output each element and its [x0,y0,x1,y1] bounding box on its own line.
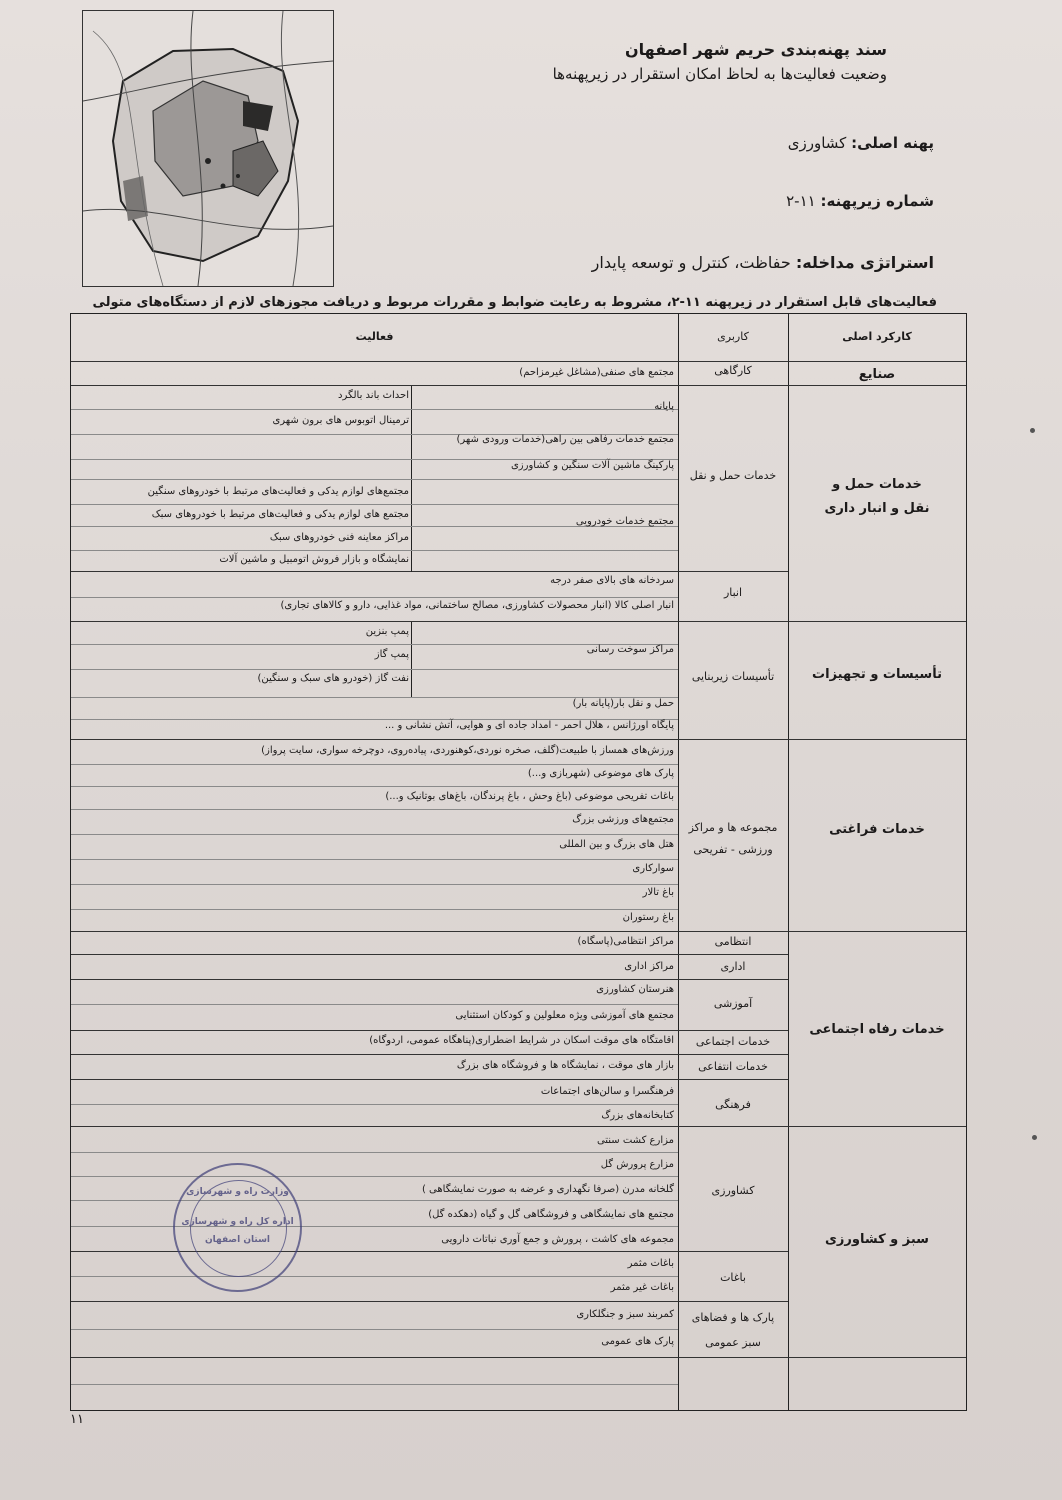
activity-item: مجتمع های نمایشگاهی و فروشگاهی گل و گیاه (دهکده گل) [428,1209,674,1220]
function-transport-line2: نقل و انبار داری [824,501,930,516]
activity-item: مراکز اداری [624,961,674,972]
location-map [82,10,334,287]
official-stamp [173,1163,302,1292]
activity-item: مجتمع خدمات رفاهی بین راهی(خدمات ورودی شهر) [456,434,674,445]
function-green-agriculture: سبز و کشاورزی [825,1232,929,1247]
sub-zone-line [786,192,934,210]
function-leisure: خدمات فراغتی [829,822,925,837]
activity-item: مراکز سوخت رسانی [586,644,674,655]
row-divider [71,979,788,980]
activity-item: کتابخانه‌های بزرگ [601,1110,674,1121]
activities-table [70,313,967,1411]
activity-item: مجموعه های کاشت ، پرورش و جمع آوری نباتات دارویی [441,1234,674,1245]
sub-activity-item: نفت گاز (خودرو های سبک و سنگین) [257,673,409,684]
punch-hole-mark [1032,1135,1037,1140]
use-commercial-services: خدمات انتفاعی [698,1060,768,1073]
sub-activity-item: مجتمع های لوازم یدکی و فعالیت‌های مرتبط با خودروهای سبک [151,509,409,520]
activity-item: مراکز انتظامی(پاسگاه) [577,936,674,947]
use-parks-line2: سبز عمومی [705,1336,761,1349]
sub-zone-value: ۱۱-۲ [786,192,816,210]
activity-item: پارکینگ ماشین آلات سنگین و کشاورزی [510,460,674,471]
strategy-line [592,253,934,272]
main-zone-line [788,134,934,152]
activity-item: پایانه [654,401,674,412]
row-divider [71,954,788,955]
sub-zone-label: شماره زیرپهنه: [820,192,934,210]
sub-activity-item: پمپ گاز [374,649,409,660]
activity-item: ورزش‌های همساز با طبیعت(گلف، صخره نوردی،کوهنوردی، پیاده‌روی، دوچرخه سواری، سایت پرواز) [261,745,674,756]
activity-item: سردخانه های بالای صفر درجه [550,575,674,586]
sub-activity-item: ترمینال اتوبوس های برون شهری [272,415,409,426]
row-divider [71,361,966,362]
activity-item: باغات مثمر [627,1258,674,1269]
page-subtitle: وضعیت فعالیت‌ها به لحاظ امکان استقرار در زیرپهنه‌ها [552,65,887,83]
header-function: کارکرد اصلی [842,330,912,343]
use-social-services: خدمات اجتماعی [695,1035,771,1048]
punch-hole-mark [1030,428,1035,433]
activity-item: مزارع پرورش گل [600,1159,674,1170]
activity-item: فرهنگسرا و سالن‌های اجتماعات [540,1086,674,1097]
activity-item: گلخانه مدرن (صرفا نگهداری و عرضه به صورت نمایشگاهی ) [421,1184,674,1195]
sub-activity-item: نمایشگاه و بازار فروش اتومبیل و ماشین آلات [219,554,409,565]
use-sport-line2: ورزشی - تفریحی [693,843,773,856]
use-warehouse: انبار [723,586,743,599]
activity-item: باغ رستوران [622,912,674,923]
row-divider [71,739,966,740]
activity-item: کمربند سبز و جنگلکاری [576,1309,674,1320]
row-divider [71,1301,788,1302]
activity-item: مجتمع های آموزشی ویژه معلولین و کودکان استثنایی [455,1010,674,1021]
stamp-line: وزارت راه و شهرسازی [186,1187,289,1197]
activity-item: پایگاه اورژانس ، هلال احمر - امداد جاده ای و هوایی، آتش نشانی و ... [384,720,674,731]
page-title: سند پهنه‌بندی حریم شهر اصفهان [624,40,887,59]
sub-activity-item: مجتمع‌های لوازم یدکی و فعالیت‌های مرتبط با خودروهای سنگین [147,486,409,497]
sub-activity-item: احداث باند بالگرد [338,390,409,401]
row-divider [71,1054,788,1055]
row-divider [71,571,788,572]
row-divider [71,1357,966,1358]
use-transport: خدمات حمل و نقل [689,469,777,482]
sub-column-divider [411,622,412,697]
use-agriculture: کشاورزی [711,1184,755,1197]
activity-item: بازار های موقت ، نمایشگاه ها و فروشگاه های بزرگ [456,1060,674,1071]
function-transport-line1: خدمات حمل و [832,477,922,492]
row-divider [71,621,966,622]
use-sport-line1: مجموعه ها و مراکز [688,821,778,834]
sub-activity-item: پمپ بنزین [365,626,409,637]
activity-item: اقامتگاه های موقت اسکان در شرایط اضطراری(پناهگاه عمومی، اردوگاه) [369,1035,674,1046]
use-infrastructure: تأسیسات زیربنایی [691,670,775,683]
use-cultural: فرهنگی [715,1098,751,1111]
activity-item: انبار اصلی کالا (انبار محصولات کشاورزی، مصالح ساختمانی، مواد غذایی، دارو و کالاهای تجاری) [280,600,674,611]
row-divider [71,1079,788,1080]
activity-item: سوارکاری [632,863,674,874]
function-infrastructure: تأسیسات و تجهیزات [812,667,942,682]
use-police: انتظامی [714,935,752,948]
row-divider [71,931,966,932]
header-use: کاربری [717,330,749,343]
use-administrative: اداری [720,960,746,973]
intro-text: فعالیت‌های قابل استقرار در زیرپهنه ۱۱-۲، مشروط به رعایت ضوابط و مقررات مربوط و دریافت مجوزهای لازم از دستگاه‌های متولی [92,295,937,310]
use-parks-line1: پارک ها و فضاهای [691,1311,775,1324]
use-workshop: کارگاهی [714,364,752,377]
function-social-welfare: خدمات رفاه اجتماعی [809,1022,945,1037]
stamp-line: استان اصفهان [204,1235,271,1245]
use-orchards: باغات [720,1271,746,1284]
strategy-label: استراتژی مداخله: [795,253,934,272]
activity-item: باغات غیر مثمر [610,1282,674,1293]
activity-item: هتل های بزرگ و بین المللی [559,839,674,850]
activity-item: هنرستان کشاورزی [596,984,674,995]
stamp-line: اداره کل راه و شهرسازی [181,1217,294,1227]
activity-item: مجتمع‌های ورزشی بزرگ [572,814,674,825]
row-divider [71,1126,966,1127]
activity-item: باغ تالار [642,887,674,898]
sub-activity-item: مراکز معاینه فنی خودروهای سبک [269,532,409,543]
row-divider [71,1030,788,1031]
main-zone-value: کشاورزی [787,134,847,152]
activity-item: پارک های موضوعی (شهربازی و...) [527,768,674,779]
activity-item: باغات تفریحی موضوعی (باغ وحش ، باغ پرندگان، باغ‌های بوتانیک و...) [385,791,674,802]
activity-item: مجتمع های صنفی(مشاغل غیرمزاحم) [519,367,674,378]
activity-item: مجتمع خدمات خودرویی [575,516,674,527]
activity-item: حمل و نقل بار(پایانه بار) [572,698,674,709]
main-zone-label: پهنه اصلی: [851,134,934,152]
use-educational: آموزشی [713,997,753,1010]
header-activity: فعالیت [355,330,394,343]
function-industries: صنایع [858,367,896,382]
activity-item: مزارع کشت سنتی [596,1135,674,1146]
page-number: ۱۱ [70,1412,84,1427]
strategy-value: حفاظت، کنترل و توسعه پایدار [591,253,791,272]
activity-item: پارک های عمومی [601,1336,674,1347]
